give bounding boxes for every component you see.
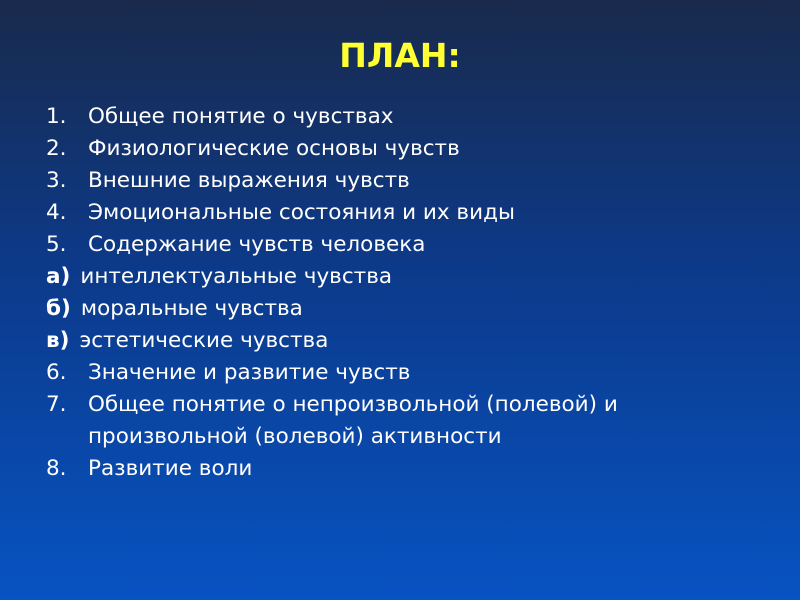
plan-subitem-text: моральные чувства: [80, 296, 303, 321]
plan-item-marker: 3.: [46, 168, 67, 193]
plan-subitem-marker: б): [46, 296, 71, 321]
plan-item-7: [46, 389, 766, 453]
plan-item-6: [46, 357, 766, 389]
plan-item-text: Внешние выражения чувств: [88, 168, 410, 193]
plan-item-3: [46, 165, 766, 197]
plan-item-text: Общее понятие о чувствах: [88, 104, 394, 129]
plan-item-5: [46, 229, 766, 261]
plan-item-text: Эмоциональные состояния и их виды: [88, 200, 515, 225]
plan-item-marker: 7.: [46, 392, 67, 417]
plan-item-4: [46, 197, 766, 229]
plan-subitem-marker: в): [46, 328, 70, 353]
plan-item-8: [46, 453, 766, 485]
plan-item-marker: 4.: [46, 200, 67, 225]
plan-list: [46, 101, 766, 485]
plan-item-marker: 8.: [46, 456, 67, 481]
plan-item-2: [46, 133, 766, 165]
plan-item-marker: 1.: [46, 104, 67, 129]
plan-subitem-text: эстетические чувства: [79, 328, 329, 353]
plan-item-text: Физиологические основы чувств: [88, 136, 460, 161]
plan-item-marker: 5.: [46, 232, 67, 257]
plan-subitem-b: [46, 293, 766, 325]
plan-item-text: Значение и развитие чувств: [88, 360, 411, 385]
slide-title: ПЛАН:: [339, 36, 461, 75]
plan-subitem-v: [46, 325, 766, 357]
plan-subitem-marker: а): [46, 264, 71, 289]
plan-item-text: Развитие воли: [88, 456, 253, 481]
plan-subitem-a: [46, 261, 766, 293]
plan-subitem-text: интеллектуальные чувства: [80, 264, 393, 289]
plan-item-text: Содержание чувств человека: [88, 232, 426, 257]
plan-item-marker: 2.: [46, 136, 67, 161]
plan-item-marker: 6.: [46, 360, 67, 385]
plan-item-text: Общее понятие о непроизвольной (полевой) и произвольной (волевой) активности: [88, 392, 618, 449]
plan-item-1: [46, 101, 766, 133]
